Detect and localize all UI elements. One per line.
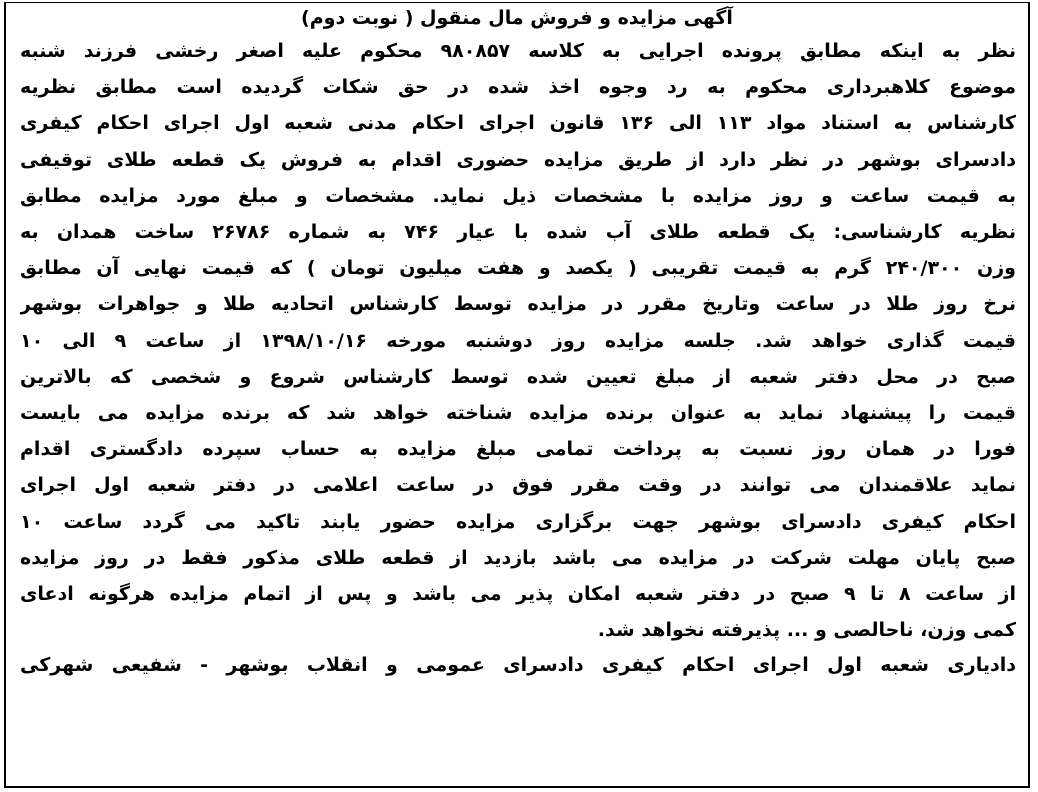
body-line: صبح پایان مهلت شرکت در مزایده می باشد بازدید از قطعه طلای مذکور فقط در روز مزایده — [20, 546, 1016, 569]
body-line: احکام کیفری دادسرای بوشهر جهت برگزاری مزایده حضور یابند تاکید می گردد ساعت ۱۰ — [20, 510, 1016, 533]
body-line: موضوع کلاهبرداری محکوم به رد وجوه اخذ شده در حق شکات گردیده است مطابق نظریه — [20, 76, 1016, 99]
body-line: از ساعت ۸ تا ۹ صبح در دفتر شعبه امکان پذیر می باشد و پس از اتمام مزایده هرگونه ادعای — [20, 583, 1016, 606]
notice-title: آگهی مزایده و فروش مال منقول ( نوبت دوم) — [301, 7, 733, 29]
body-line: قیمت را پیشنهاد نماید به عنوان برنده مزایده شناخته خواهد شد که برنده مزایده می بایست — [20, 402, 1016, 425]
body-line: نظریه کارشناسی: یک قطعه طلای آب شده با عیار ۷۴۶ به شماره ۲۶۷۸۶ ساخت همدان به — [20, 221, 1016, 244]
notice-signature: دادیاری شعبه اول اجرای احکام کیفری دادسرای عمومی و انقلاب بوشهر - شفیعی شهرکی — [20, 654, 1016, 677]
body-line: وزن ۲۴۰/۳۰۰ گرم به قیمت تقریبی ( یکصد و هفت میلیون تومان ) که قیمت نهایی آن مطابق — [20, 257, 1016, 280]
body-line: نرخ روز طلا در ساعت وتاریخ مقرر در مزایده توسط کارشناس اتحادیه طلا و جواهرات بوشهر — [20, 293, 1016, 316]
body-line: قیمت گذاری خواهد شد. جلسه مزایده روز دوشنبه مورخه ۱۳۹۸/۱۰/۱۶ از ساعت ۹ الی ۱۰ — [20, 329, 1016, 352]
body-line: به قیمت ساعت و روز مزایده با مشخصات ذیل نماید. مشخصات و مبلغ مورد مزایده مطابق — [20, 184, 1016, 207]
body-line: فورا در همان روز نسبت به پرداخت تمامی مبلغ مزایده به حساب سپرده دادگستری اقدام — [20, 438, 1016, 461]
auction-notice — [4, 2, 1030, 788]
body-line: کارشناس به استناد مواد ۱۱۳ الی ۱۳۶ قانون اجرای احکام مدنی شعبه اول اجرای احکام کیفری — [20, 112, 1016, 135]
body-line: دادسرای بوشهر در نظر دارد از طریق مزایده حضوری اقدام به فروش یک قطعه طلای توقیفی — [20, 148, 1016, 171]
body-line: صبح در محل دفتر شعبه از مبلغ تعیین شده توسط کارشناس شروع و شخصی که بالاترین — [20, 365, 1016, 388]
notice-body — [6, 33, 1028, 648]
body-line: کمی وزن، ناحالصی و ... پذیرفته نخواهد شد. — [597, 619, 1016, 642]
body-line: نماید علاقمندان می توانند در وقت مقرر فوق در ساعت اعلامی در دفتر شعبه اول اجرای — [20, 474, 1016, 497]
body-line: نظر به اینکه مطابق پرونده اجرایی به کلاسه ۹۸۰۸۵۷ محکوم علیه اصغر رخشی فرزند شنبه — [20, 40, 1016, 62]
